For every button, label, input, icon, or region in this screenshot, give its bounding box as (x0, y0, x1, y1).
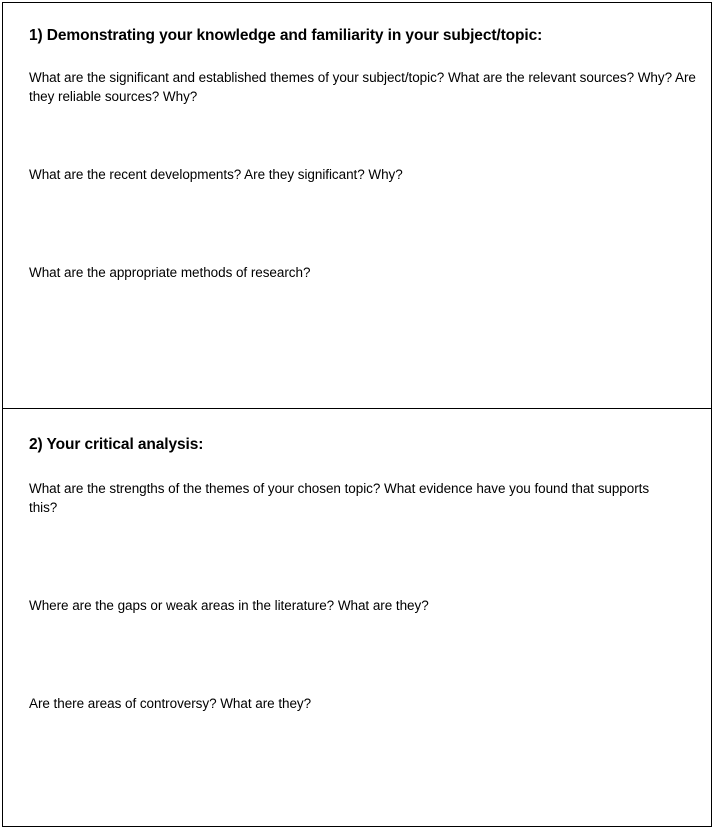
section-heading: 2) Your critical analysis: (29, 436, 204, 453)
question-text: What are the appropriate methods of research? (29, 265, 311, 280)
worksheet-frame (2, 2, 712, 827)
question-text: What are the strengths of the themes of your chosen topic? What evidence have you found that supports this? (29, 481, 650, 515)
question-text: Are there areas of controversy? What are they? (29, 696, 312, 711)
section-heading: 1) Demonstrating your knowledge and familiarity in your subject/topic: (29, 27, 543, 44)
question-text: What are the significant and established themes of your subject/topic? What are the relevant sources? Why? Are they reliable sources? Why? (29, 70, 696, 104)
section-knowledge (3, 3, 711, 409)
question-text: What are the recent developments? Are they significant? Why? (29, 167, 403, 182)
question-text: Where are the gaps or weak areas in the literature? What are they? (29, 598, 429, 613)
section-critical-analysis (3, 409, 711, 826)
